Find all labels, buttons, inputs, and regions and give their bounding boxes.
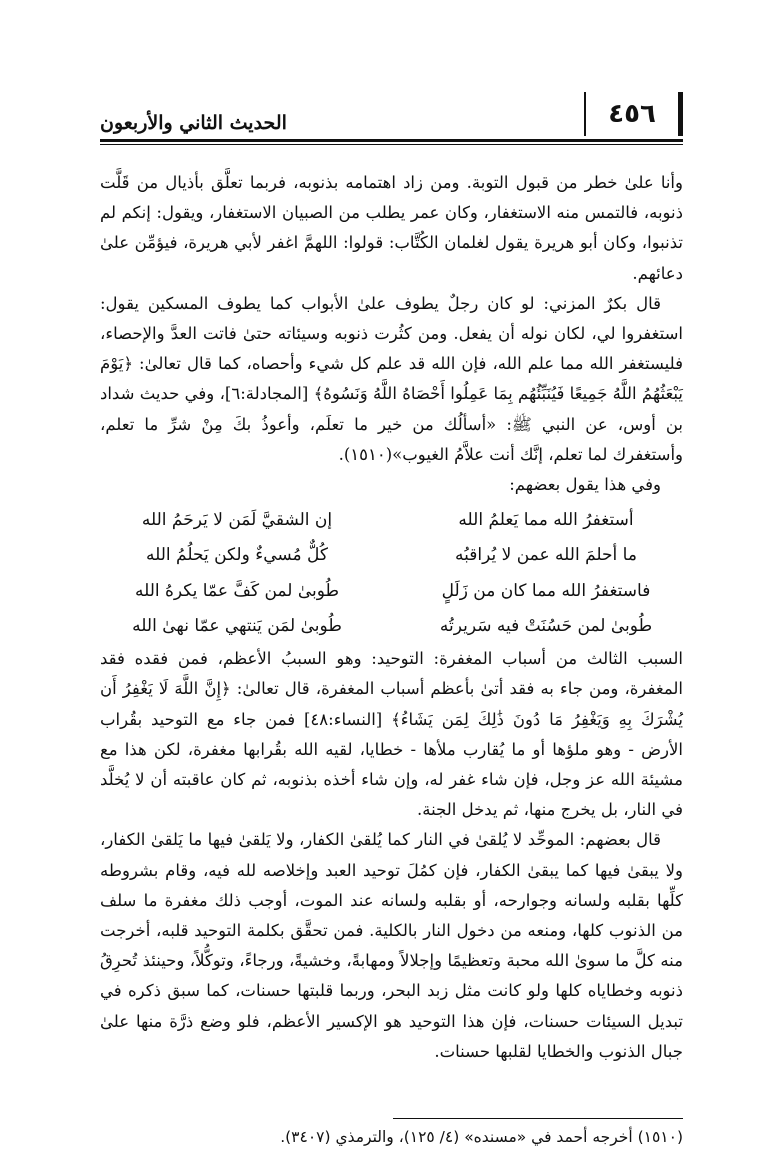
poem	[100, 502, 683, 644]
page-header	[100, 92, 683, 144]
paragraph: السبب الثالث من أسباب المغفرة: التوحيد: وهو السببُ الأعظم، فمن فقده فقد المغفرة، ومن جاء به فقد أتىٰ بأعظم أسباب المغفرة، قال تعالىٰ: ﴿إِنَّ اللَّهَ لَا يَغْفِرُ أَن يُشْرَكَ بِهِ وَيَغْفِرُ مَا دُونَ ذَٰلِكَ لِمَن يَشَاءُ﴾ [النساء:٤٨] فمن جاء مع التوحيد بقُراب الأرض - وهو ملؤها أو ما يُقارب ملأها - خطايا، لقيه الله بقُرابها مغفرة، لكن هذا مع مشيئة الله عز وجل، فإن شاء غفر له، وإن شاء أخذه بذنوبه، ثم كان عاقبته أن لا يُخلَّد في النار، بل يخرج منها، ثم يدخل الجنة.	[100, 649, 683, 820]
paragraph: وأنا علىٰ خطر من قبول التوبة. ومن زاد اهتمامه بذنوبه، فربما تعلَّق بأذيال من قَلَّت ذنوبه، فالتمس منه الاستغفار، وكان عمر يطلب من الصبيان الاستغفار، ويقول: إنكم لم تذنبوا، وكان أبو هريرة يقول لغلمان الكُتَّاب: قولوا: اللهمَّ اغفر لأبي هريرة، فيؤمِّن علىٰ دعائهم.	[100, 173, 683, 283]
hemistich-first: أستغفرُ الله مما يَعلمُ الله	[458, 509, 634, 530]
poem-verse	[100, 502, 683, 538]
header-rule-thin	[100, 144, 683, 145]
hemistich-first: فاستغفرُ الله مما كان من زَلَلٍ	[441, 580, 651, 601]
header-rule	[100, 139, 683, 142]
page-body	[100, 168, 683, 1067]
poem-intro: وفي هذا يقول بعضهم:	[509, 475, 661, 495]
footnote-rule	[393, 1118, 683, 1119]
hemistich-first: ما أحلمَ الله عمن لا يُراقبُه	[455, 545, 637, 566]
running-title: الحديث الثاني والأربعون	[100, 112, 287, 134]
footnote: (١٥١٠) أخرجه أحمد في «مسنده» (٤/ ١٢٥)، والترمذي (٣٤٠٧).	[280, 1128, 683, 1146]
paragraph: قال بكرٌ المزني: لو كان رجلٌ يطوف علىٰ الأبواب كما يطوف المسكين يقول: استغفروا لي، لكان نوله أن يفعل. ومن كثُرت ذنوبه وسيئاته حتىٰ فاتت العدَّ والإحصاء، فليستغفر الله مما علم الله، فإن الله قد علم كل شيء وأحصاه، كما قال تعالىٰ: ﴿يَوْمَ يَبْعَثُهُمُ اللَّهُ جَمِيعًا فَيُنَبِّئُهُم بِمَا عَمِلُوا أَحْصَاهُ اللَّهُ وَنَسُوهُ﴾ [المجادلة:٦]، وفي حديث شداد بن أوس، عن النبي ﷺ: «أسألُك من خير ما تعلَم، وأعوذُ بكَ مِنْ شرِّ ما تعلم، وأستغفرك لما تعلم، إنَّك أنت علاَّمُ الغيوب»(١٥١٠).	[100, 293, 683, 464]
hemistich-first: طُوبىٰ لمن حَسُنَتْ فيه سَريرتُه	[439, 616, 653, 637]
hemistich-second: طُوبىٰ لمن كَفَّ عمّا يكرهُ الله	[134, 580, 340, 601]
poem-verse	[100, 609, 683, 645]
poem-verse	[100, 538, 683, 574]
page-number: ٤٥٦	[584, 92, 683, 136]
hemistich-second: إن الشقيَّ لَمَن لا يَرحَمُ الله	[141, 509, 333, 530]
poem-verse	[100, 573, 683, 609]
paragraph: قال بعضهم: الموحِّد لا يُلقىٰ في النار كما يُلقىٰ الكفار، ولا يَلقىٰ فيها ما يَلقىٰ الكفار، ولا يبقىٰ فيها كما يبقىٰ الكفار، فإن كمُلَ توحيد العبد وإخلاصه لله فيه، وقام بشروطه كلِّها بقلبه ولسانه وجوارحه، أو بقلبه ولسانه عند الموت، أوجب ذلك مغفرة ما سلف من الذنوب كلها، ومنعه من دخول النار بالكلية. فمن تحقَّق بكلمة التوحيد قلبه، أخرجت منه كلَّ ما سوىٰ الله محبة وتعظيمًا وإجلالاً ومهابةً، وخشيةً، ورجاءً، وتوكُّلاً، وحينئذ تُحرِقُ ذنوبه وخطاياه كلها ولو كانت مثل زبد البحر، وربما قلبتها حسنات، كما سبق ذكره في تبديل السيئات حسنات، فإن هذا التوحيد هو الإكسير الأعظم، فلو وضع ذرَّة منها علىٰ جبال الذنوب والخطايا لقلبها حسنات.	[100, 830, 683, 1061]
hemistich-second: كُلٌّ مُسيءٌ ولكن يَحلُمُ الله	[145, 545, 329, 566]
hemistich-second: طُوبىٰ لمَن يَنتهي عمّا نهىٰ الله	[132, 616, 342, 637]
